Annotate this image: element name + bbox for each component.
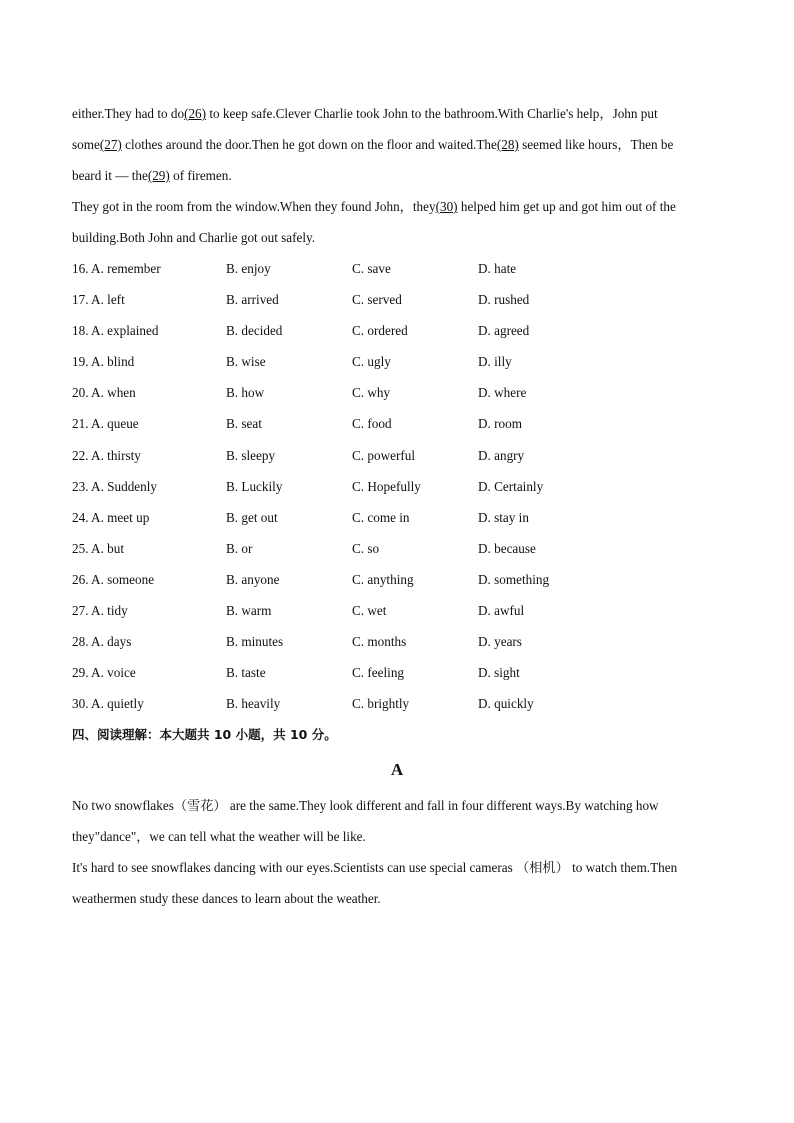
question-row: [72, 564, 722, 595]
option-d: D. something: [478, 571, 550, 587]
passage-title: A: [390, 760, 404, 780]
option-a: 16. A. remember: [72, 261, 161, 276]
option-a: 26. A. someone: [72, 571, 155, 587]
option-a: 23. A. Suddenly: [72, 478, 157, 494]
blank-29: (29): [147, 168, 170, 183]
option-c: C. why: [352, 385, 391, 401]
blank-30: (30): [435, 199, 458, 214]
option-a: 24. A. meet up: [72, 509, 150, 525]
option-d: D. stay in: [478, 509, 529, 525]
option-c: C. food: [352, 416, 392, 432]
option-a: 17. A. left: [72, 292, 125, 308]
option-b: B. anyone: [226, 571, 280, 587]
option-d: D. room: [478, 416, 522, 432]
question-row: [72, 533, 722, 564]
option-c: C. powerful: [352, 447, 415, 463]
option-a: 18. A. explained: [72, 323, 159, 339]
option-b: B. enjoy: [226, 261, 271, 276]
option-c: C. brightly: [352, 696, 410, 712]
question-row: [72, 626, 722, 657]
blank-26: (26): [184, 106, 207, 121]
option-b: B. decided: [226, 323, 283, 339]
option-d: D. rushed: [478, 292, 530, 308]
question-row: [72, 377, 722, 408]
option-d: D. illy: [478, 354, 512, 370]
section-heading: 四、阅读理解：本大题共 10 小题，共 10 分。: [72, 727, 337, 743]
passage-a-line: It's hard to see snowflakes dancing with our eyes.Scientists can use special cameras （相机） to watch them.Then: [72, 860, 678, 876]
question-row: [72, 502, 722, 533]
option-c: C. feeling: [352, 665, 405, 681]
option-c: C. so: [352, 540, 380, 556]
option-d: D. years: [478, 634, 522, 650]
option-b: B. or: [226, 540, 253, 556]
option-d: D. quickly: [478, 696, 534, 712]
option-d: D. Certainly: [478, 478, 544, 494]
option-d: D. angry: [478, 447, 525, 463]
option-b: B. minutes: [226, 634, 284, 650]
option-b: B. how: [226, 385, 265, 401]
question-row: [72, 315, 722, 346]
option-a: 30. A. quietly: [72, 696, 144, 712]
option-b: B. wise: [226, 354, 266, 370]
option-c: C. Hopefully: [352, 478, 421, 494]
passage-line-2: some(27) clothes around the door.Then he got down on the floor and waited.The(28) seemed like hours，Then be: [72, 137, 674, 152]
question-row: [72, 253, 722, 284]
option-b: B. heavily: [226, 696, 281, 712]
question-row: [72, 408, 722, 439]
passage-a-line: they"dance"，we can tell what the weather will be like.: [72, 829, 366, 845]
passage-line-4: They got in the room from the window.When they found John，they(30) helped him get up and got him out of the: [72, 199, 676, 214]
option-c: C. ugly: [352, 354, 391, 370]
document-page: [72, 98, 722, 914]
option-a: 29. A. voice: [72, 665, 136, 681]
option-c: C. served: [352, 292, 402, 308]
passage-a-line: No two snowflakes（雪花） are the same.They look different and fall in four different ways.By watching how: [72, 798, 659, 814]
passage-line-1: either.They had to do(26) to keep safe.Clever Charlie took John to the bathroom.With Charlie's help，John put: [72, 106, 658, 121]
option-a: 19. A. blind: [72, 354, 135, 370]
option-b: B. arrived: [226, 292, 279, 308]
question-row: [72, 471, 722, 502]
blank-27: (27): [99, 137, 122, 152]
option-c: C. come in: [352, 509, 410, 525]
option-d: D. sight: [478, 665, 520, 681]
option-a: 21. A. queue: [72, 416, 139, 432]
option-c: C. ordered: [352, 323, 408, 339]
option-d: D. awful: [478, 603, 525, 619]
option-a: 22. A. thirsty: [72, 447, 141, 463]
option-b: B. seat: [226, 416, 262, 432]
option-d: D. because: [478, 540, 536, 556]
option-d: D. where: [478, 385, 527, 401]
option-c: C. save: [352, 261, 391, 276]
options-list: [72, 253, 722, 719]
option-b: B. Luckily: [226, 478, 283, 494]
option-b: B. warm: [226, 603, 272, 619]
option-a: 25. A. but: [72, 540, 125, 556]
option-d: D. hate: [478, 261, 517, 276]
question-row: [72, 688, 722, 719]
passage-a-line: weathermen study these dances to learn about the weather.: [72, 891, 381, 907]
option-c: C. anything: [352, 571, 414, 587]
option-d: D. agreed: [478, 323, 530, 339]
option-a: 27. A. tidy: [72, 603, 128, 619]
passage-line-3: beard it — the(29) of firemen.: [72, 168, 232, 183]
question-row: [72, 346, 722, 377]
question-row: [72, 440, 722, 471]
option-c: C. wet: [352, 603, 387, 619]
option-a: 20. A. when: [72, 385, 136, 401]
passage-line-5: building.Both John and Charlie got out safely.: [72, 230, 316, 245]
option-b: B. sleepy: [226, 447, 276, 463]
question-row: [72, 657, 722, 688]
question-row: [72, 284, 722, 315]
option-c: C. months: [352, 634, 407, 650]
option-a: 28. A. days: [72, 634, 132, 650]
question-row: [72, 595, 722, 626]
option-b: B. get out: [226, 509, 278, 525]
option-b: B. taste: [226, 665, 266, 681]
blank-28: (28): [496, 137, 519, 152]
